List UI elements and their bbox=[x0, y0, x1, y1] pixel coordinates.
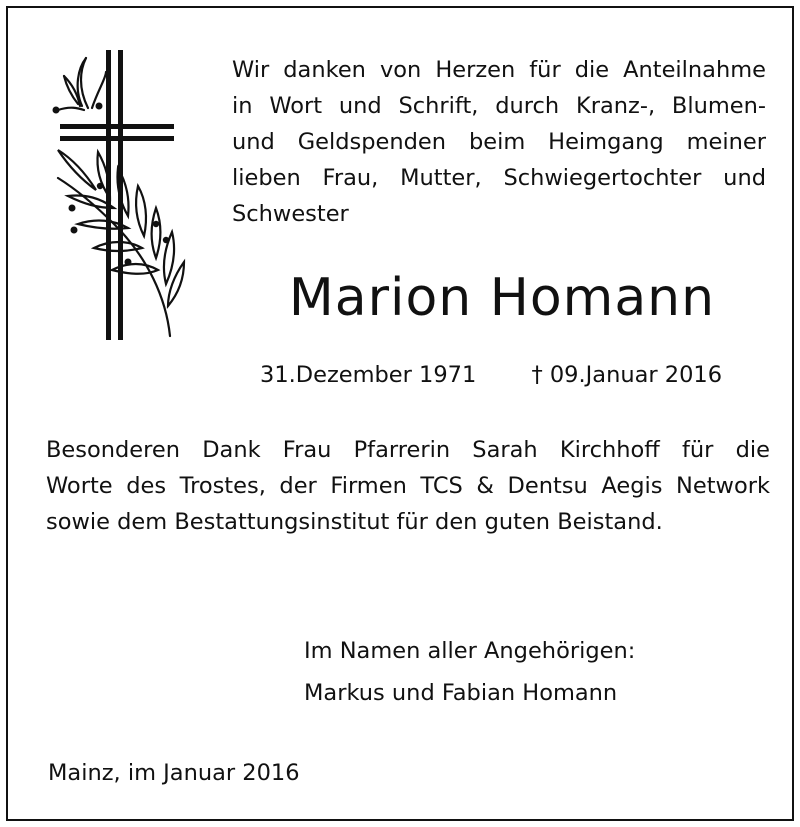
intro-line: in Wort und Schrift, durch Kranz-, Blumen- bbox=[232, 93, 766, 119]
intro-line: lieben Frau, Mutter, Schwiegertochter und bbox=[232, 165, 766, 191]
thanks-line: Worte des Trostes, der Firmen TCS & Dentsu Aegis Network bbox=[46, 473, 770, 499]
death-date: † 09.Januar 2016 bbox=[531, 362, 723, 388]
intro-line: und Geldspenden beim Heimgang meiner bbox=[232, 129, 766, 155]
intro-line: Schwester bbox=[232, 201, 349, 227]
thanks-text bbox=[46, 432, 770, 540]
signature-names: Markus und Fabian Homann bbox=[304, 680, 618, 706]
intro-text bbox=[232, 52, 766, 232]
intro-line: Wir danken von Herzen für die Anteilnahme bbox=[232, 57, 766, 83]
obituary-notice bbox=[6, 6, 794, 821]
signature-block bbox=[304, 630, 635, 714]
cross-with-palm-branch-icon bbox=[48, 48, 198, 348]
place-and-date: Mainz, im Januar 2016 bbox=[48, 760, 300, 786]
life-dates bbox=[260, 358, 722, 392]
signature-heading: Im Namen aller Angehörigen: bbox=[304, 638, 636, 664]
deceased-name: Marion Homann bbox=[288, 268, 716, 328]
thanks-line: sowie dem Bestattungsinstitut für den guten Beistand. bbox=[46, 509, 663, 535]
birth-date: 31.Dezember 1971 bbox=[260, 362, 477, 388]
thanks-line: Besonderen Dank Frau Pfarrerin Sarah Kirchhoff für die bbox=[46, 437, 770, 463]
